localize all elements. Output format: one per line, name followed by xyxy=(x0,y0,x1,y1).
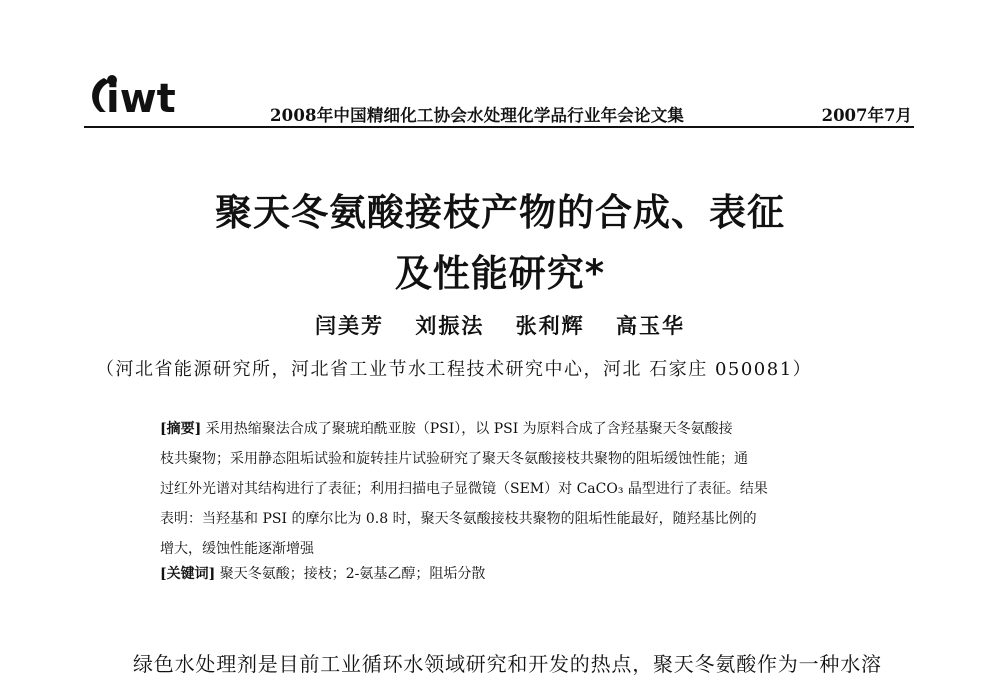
logo-text: iwt xyxy=(106,76,176,120)
abstract-line: 枝共聚物；采用静态阻垢试验和旋转挂片试验研究了聚天冬氨酸接枝共聚物的阻垢缓蚀性能；通 xyxy=(160,451,748,467)
abstract xyxy=(160,414,868,564)
abstract-label: [摘要] xyxy=(160,421,202,437)
abstract-line: 增大，缓蚀性能逐渐增强 xyxy=(160,541,314,557)
authors: 闫美芳 刘振法 张利辉 高玉华 xyxy=(315,313,685,338)
abstract-line: 表明：当羟基和 PSI 的摩尔比为 0.8 时，聚天冬氨酸接枝共聚物的阻垢性能最好，随羟基比例的 xyxy=(160,511,757,527)
iwt-logo xyxy=(84,72,202,120)
affiliation: （河北省能源研究所，河北省工业节水工程技术研究中心，河北 石家庄 050081） xyxy=(96,359,813,380)
abstract-line xyxy=(160,414,868,444)
abstract-text: 采用热缩聚法合成了聚琥珀酰亚胺（PSI），以 PSI 为原料合成了含羟基聚天冬氨酸接 xyxy=(205,421,733,437)
paper-title-line-2: 及性能研究* xyxy=(394,252,606,295)
header-rule xyxy=(84,126,914,128)
abstract-line: 过红外光谱对其结构进行了表征；利用扫描电子显微镜（SEM）对 CaCO₃ 晶型进行了表征。结果 xyxy=(160,481,768,497)
header-date: 2007年7月 xyxy=(821,106,912,125)
journal-header: 2008年中国精细化工协会水处理化学品行业年会论文集 xyxy=(270,106,685,125)
keywords xyxy=(160,563,485,583)
keywords-label: [关键词] xyxy=(160,566,216,582)
keywords-text: 聚天冬氨酸；接枝；2-氨基乙醇；阻垢分散 xyxy=(219,566,486,582)
body-paragraph: 绿色水处理剂是目前工业循环水领域研究和开发的热点，聚天冬氨酸作为一种水溶 xyxy=(133,652,882,676)
paper-title-line-1: 聚天冬氨酸接枝产物的合成、表征 xyxy=(215,191,785,234)
